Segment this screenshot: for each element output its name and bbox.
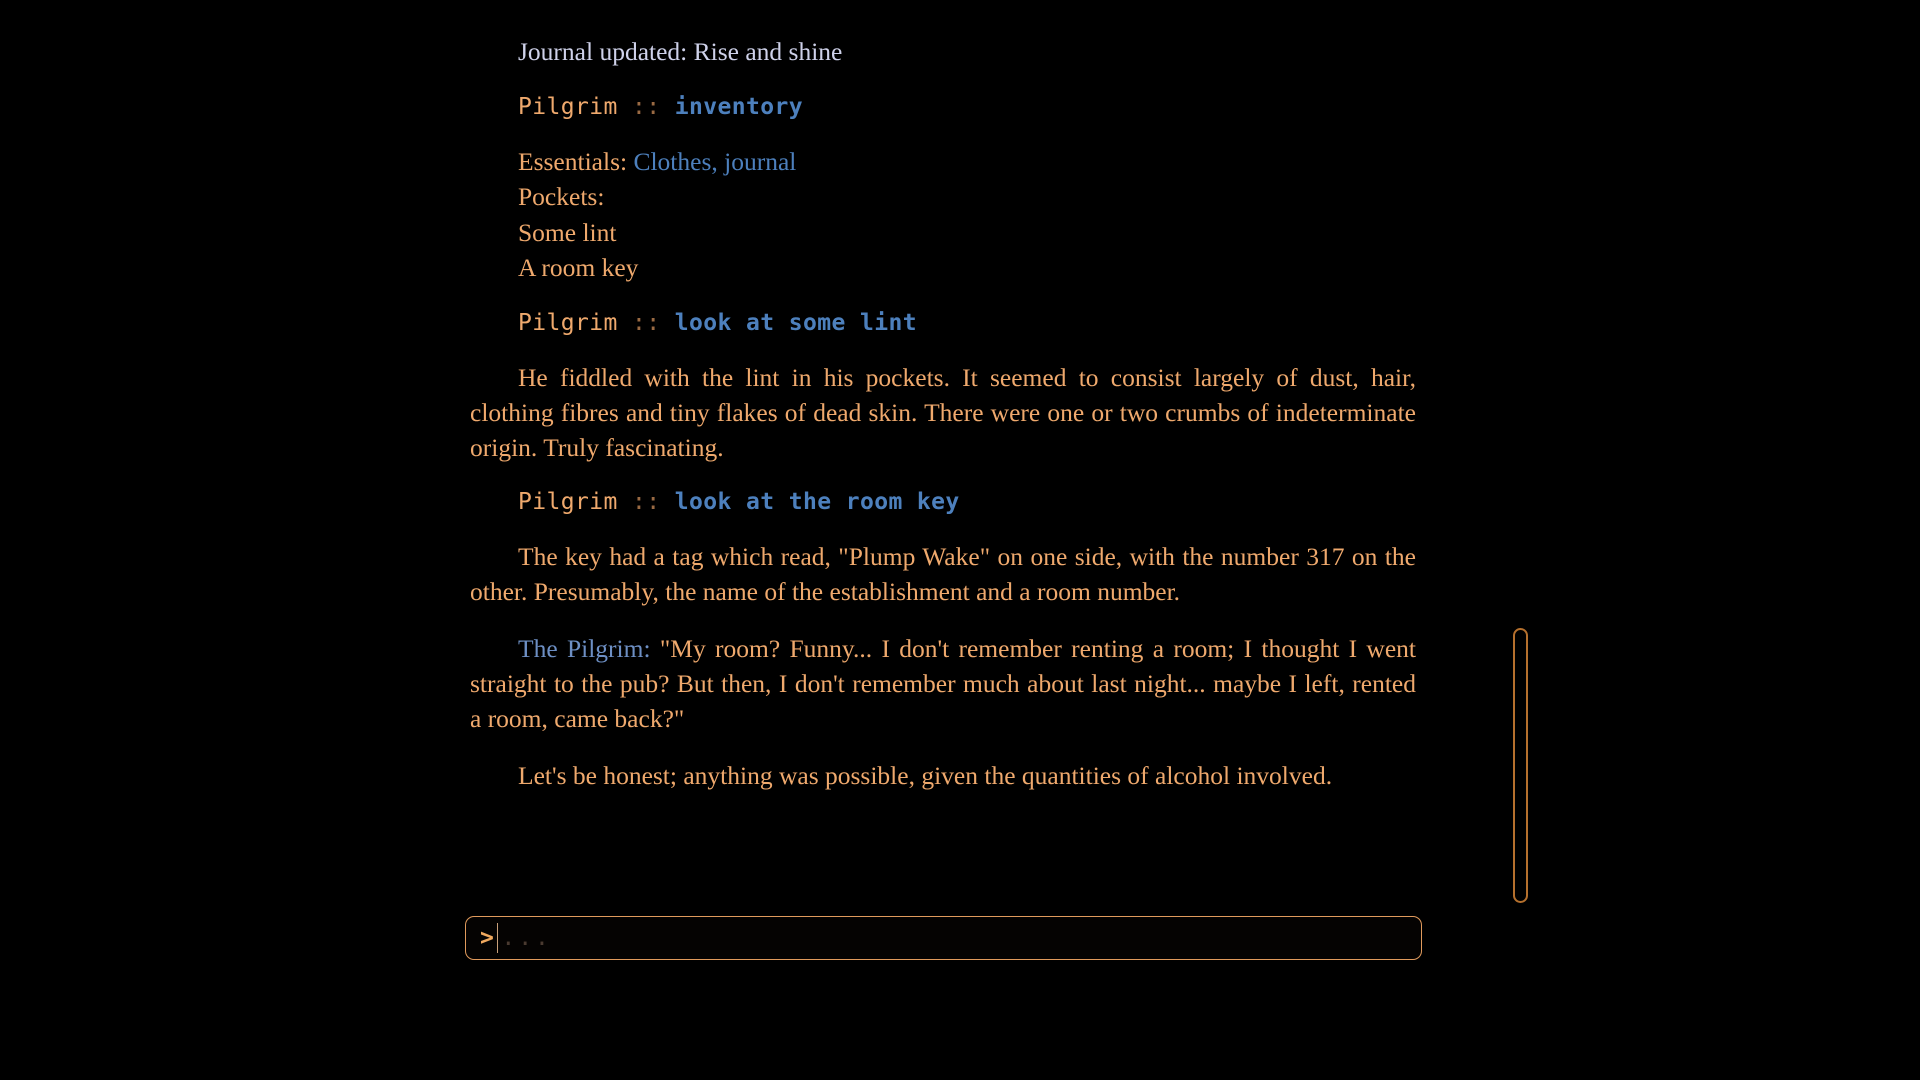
prompt-chevron-icon: > <box>480 924 494 951</box>
text-cursor <box>497 923 499 953</box>
pilgrim-dialogue-paragraph <box>470 631 1416 736</box>
command-input-bar[interactable] <box>465 916 1422 960</box>
command-verb: inventory <box>674 93 803 120</box>
command-echo-inventory <box>470 92 1416 122</box>
inventory-listing <box>470 144 1416 286</box>
essentials-items[interactable]: Clothes, journal <box>633 146 797 176</box>
journal-update-notice: Journal updated: Rise and shine <box>518 37 843 66</box>
dialogue-quote: "My room? Funny... I don't remember renting a room; I thought I went straight to the pub? But then, I don't remember much about last night... maybe I left, rented a room, came back?" <box>470 633 1416 733</box>
command-echo-look-lint <box>470 308 1416 338</box>
command-echo-look-key <box>470 487 1416 517</box>
command-actor: Pilgrim <box>518 488 618 515</box>
command-actor: Pilgrim <box>518 309 618 336</box>
inventory-item-room-key[interactable]: A room key <box>518 253 639 282</box>
command-separator: :: <box>631 488 661 515</box>
inventory-item-lint[interactable]: Some lint <box>518 217 617 247</box>
command-input-placeholder[interactable]: ... <box>501 924 552 951</box>
command-actor: Pilgrim <box>518 93 618 120</box>
scrollbar[interactable] <box>1513 628 1528 903</box>
command-separator: :: <box>631 309 661 336</box>
transcript-log <box>470 34 1416 815</box>
scrollbar-thumb[interactable] <box>1513 628 1528 903</box>
lint-description-paragraph: He fiddled with the lint in his pockets. It seemed to consist largely of dust, hair, clothing fibres and tiny flakes of dead skin. There were one or two crumbs of indeterminate origin. Truly fascinating. <box>470 362 1416 462</box>
key-description-paragraph: The key had a tag which read, "Plump Wake" on one side, with the number 317 on the other. Presumably, the name of the establishment and a room number. <box>470 541 1416 606</box>
command-separator: :: <box>631 93 661 120</box>
inventory-pockets-label: Pockets: <box>518 182 605 211</box>
essentials-label: Essentials: <box>518 146 634 176</box>
command-verb: look at some lint <box>674 309 917 336</box>
inventory-essentials-row <box>470 144 1416 180</box>
command-verb: look at the room key <box>674 488 960 515</box>
dialogue-speaker-label: The Pilgrim: <box>518 633 660 663</box>
closing-narration-paragraph: Let's be honest; anything was possible, given the quantities of alcohol involved. <box>518 760 1333 790</box>
